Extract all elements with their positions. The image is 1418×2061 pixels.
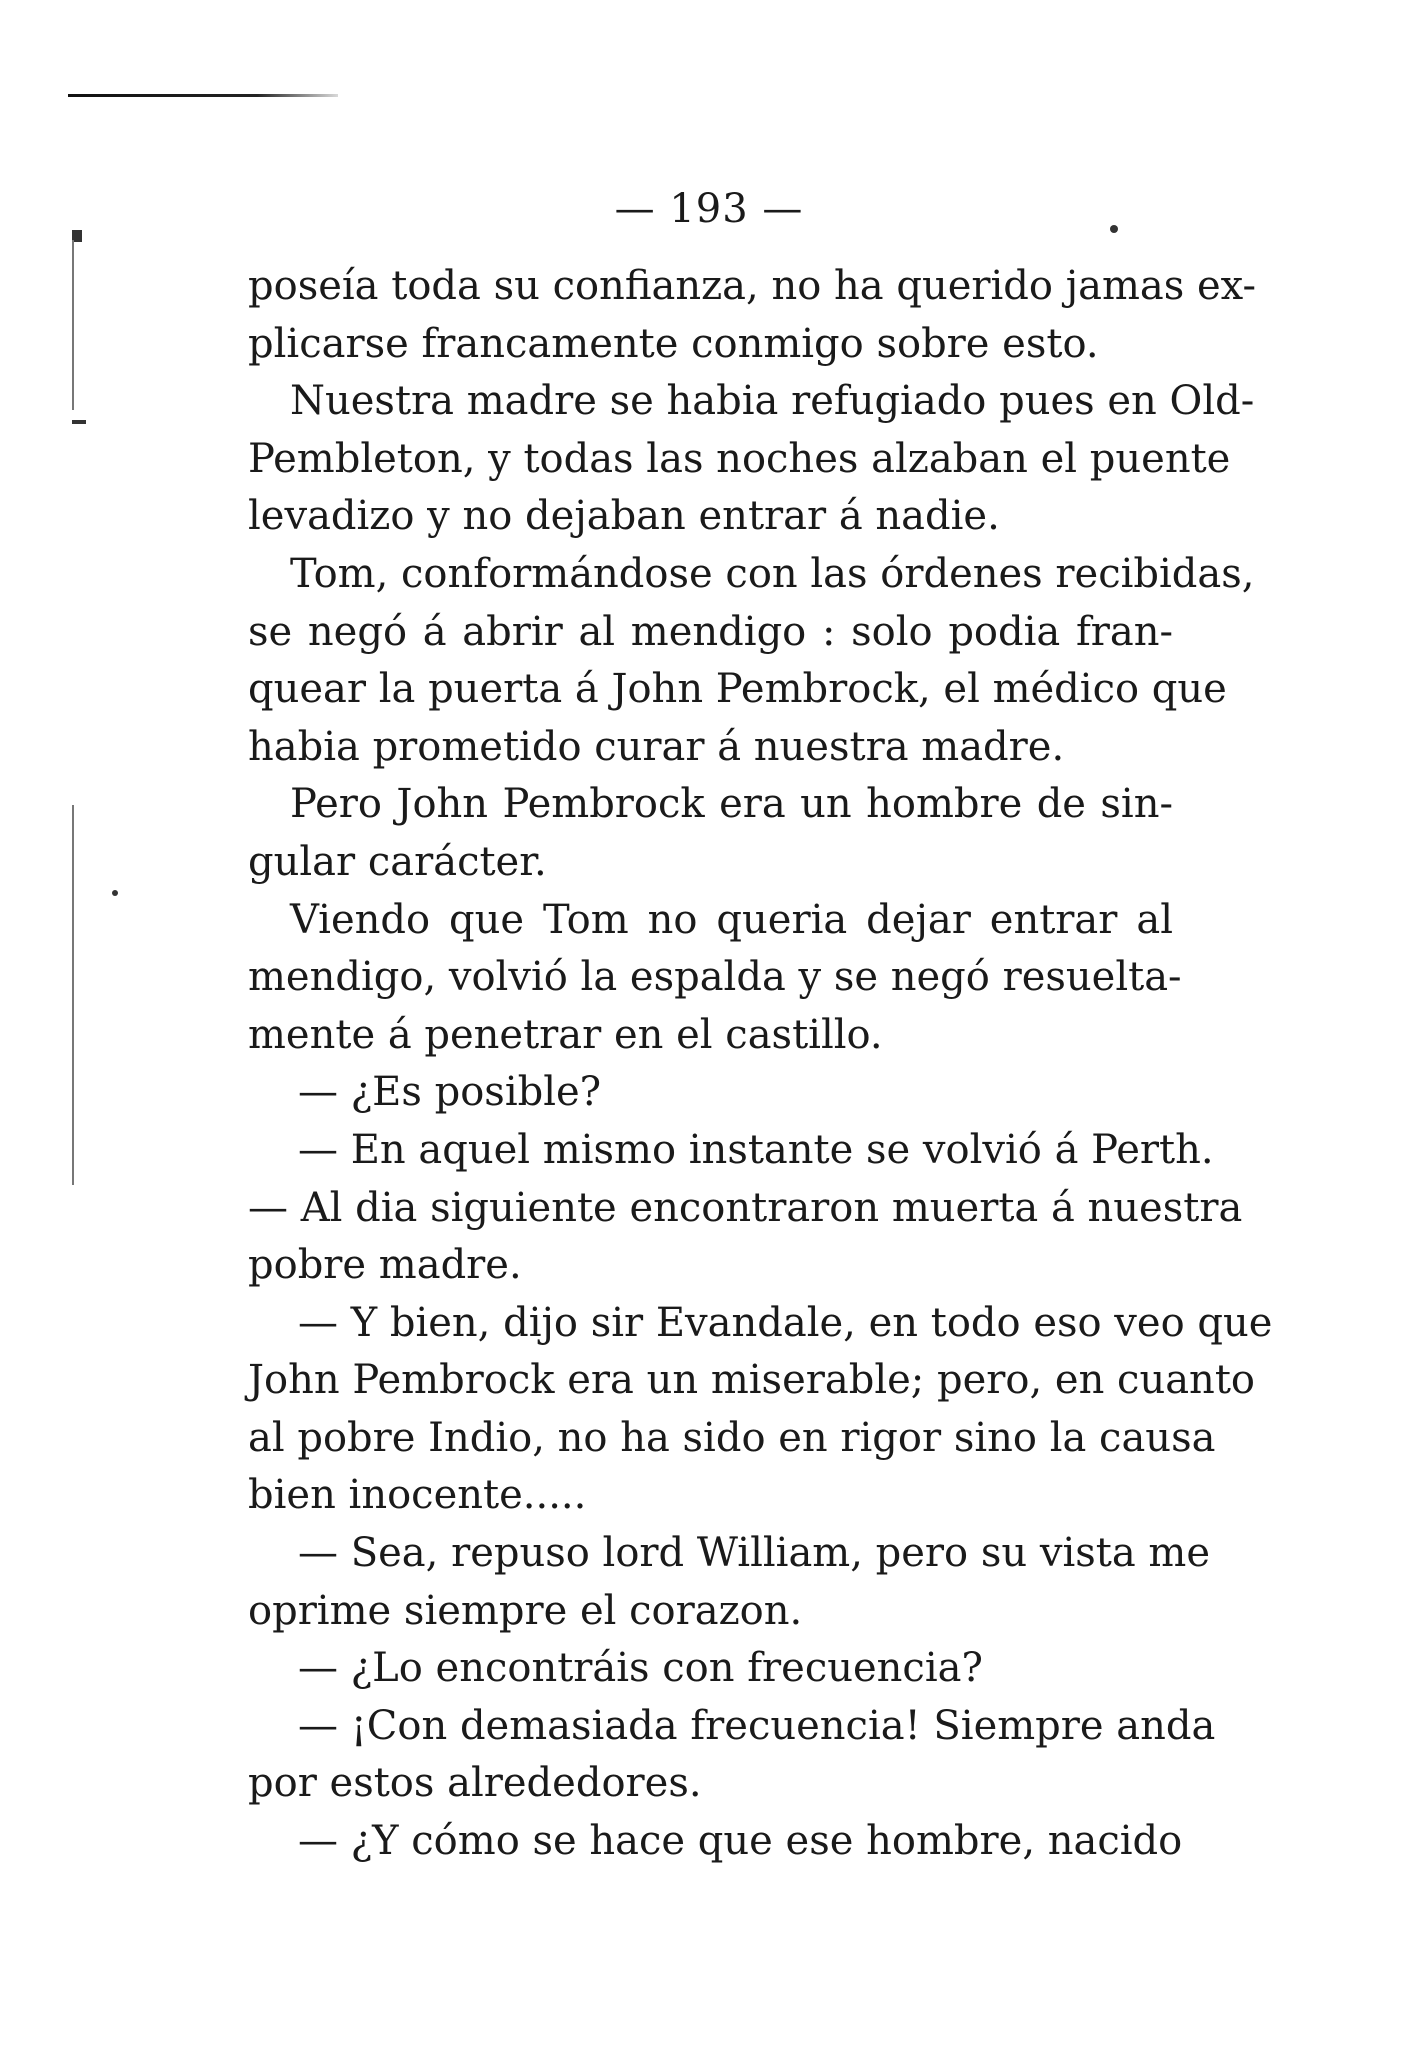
text-line: — En aquel mismo instante se volvió á Perth. [298, 1126, 1214, 1173]
text-line: plicarse francamente conmigo sobre esto. [248, 320, 1099, 367]
text-line: bien inocente..... [248, 1472, 587, 1519]
margin-marks [72, 230, 82, 1180]
text-line: — ¿Lo encontráis con frecuencia? [298, 1645, 983, 1692]
text-line: quear la puerta á John Pembrock, el médico que [248, 666, 1227, 713]
body-text [248, 258, 1273, 1871]
text-line: — Al dia siguiente encontraron muerta á nuestra [248, 1184, 1243, 1231]
text-line: — ¿Es posible? [298, 1069, 602, 1116]
text-line: Nuestra madre se habia refugiado pues en Old- [290, 378, 1255, 425]
text-line: habia prometido curar á nuestra madre. [248, 723, 1065, 770]
text-line: Tom, conformándose con las órdenes recibidas, [290, 550, 1255, 597]
text-line: — Y bien, dijo sir Evandale, en todo eso veo que [298, 1299, 1273, 1346]
text-line: pobre madre. [248, 1242, 522, 1289]
page-number: — 193 — [614, 186, 804, 232]
top-rule [68, 94, 338, 97]
text-line: — ¡Con demasiada frecuencia! Siempre anda [298, 1702, 1216, 1749]
text-line: John Pembrock era un miserable; pero, en cuanto [248, 1357, 1255, 1404]
text-line: oprime siempre el corazon. [248, 1587, 803, 1634]
text-line: se negó á abrir al mendigo : solo podia fran- [248, 608, 1173, 655]
text-line: Viendo que Tom no queria dejar entrar al [290, 896, 1173, 943]
text-line: al pobre Indio, no ha sido en rigor sino la causa [248, 1414, 1216, 1461]
text-line: poseía toda su confianza, no ha querido jamas ex- [248, 263, 1257, 309]
text-line: — ¿Y cómo se hace que ese hombre, nacido [298, 1818, 1183, 1865]
text-line: mendigo, volvió la espalda y se negó resuelta- [248, 954, 1182, 1001]
text-line: gular carácter. [248, 838, 547, 885]
text-line: levadizo y no dejaban entrar á nadie. [248, 493, 1000, 540]
text-line: por estos alrededores. [248, 1760, 702, 1807]
text-line: — Sea, repuso lord William, pero su vista me [298, 1530, 1211, 1577]
text-line: mente á penetrar en el castillo. [248, 1011, 883, 1058]
text-line: Pero John Pembrock era un hombre de sin- [290, 781, 1173, 828]
text-line: Pembleton, y todas las noches alzaban el puente [248, 435, 1231, 482]
